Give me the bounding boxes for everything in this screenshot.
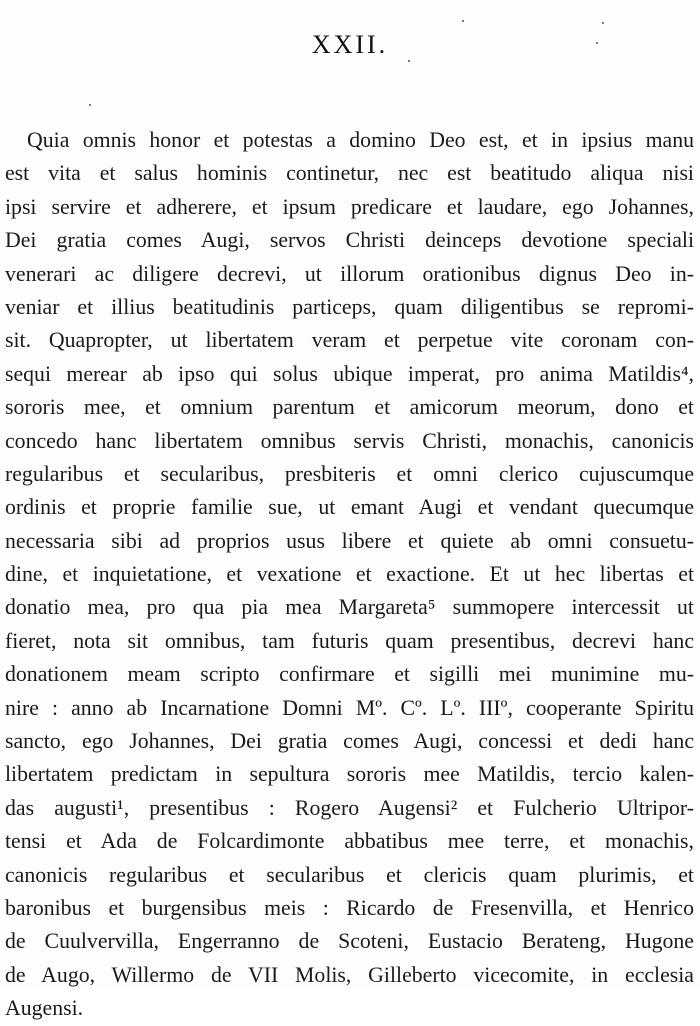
text-line: das augusti¹, presentibus : Rogero Augensi² et Fulcherio Ultripor-	[5, 795, 694, 820]
print-speck	[89, 104, 91, 106]
text-line: sancto, ego Johannes, Dei gratia comes Augi, concessi et dedi hanc	[5, 729, 694, 754]
charter-number-heading: XXII.	[311, 30, 389, 59]
text-line: nire : anno ab Incarnatione Domni Mº. Cº. Lº. IIIº, cooperante Spiritu	[5, 695, 694, 720]
text-line: de Augo, Willermo de VII Molis, Gilleberto vicecomite, in ecclesia	[5, 962, 694, 987]
print-speck	[408, 60, 410, 62]
text-line: venerari ac diligere decrevi, ut illorum orationibus dignus Deo in-	[5, 261, 694, 286]
text-line: ipsi servire et adherere, et ipsum predicare et laudare, ego Johannes,	[5, 194, 694, 219]
charter-body	[5, 124, 694, 1026]
text-line: necessaria sibi ad proprios usus libere et quiete ab omni consuetu-	[5, 528, 694, 553]
text-line: sororis mee, et omnium parentum et amicorum meorum, dono et	[5, 395, 694, 420]
text-line: Augensi.	[5, 996, 84, 1021]
text-line: donatio mea, pro qua pia mea Margareta⁵ summopere intercessit ut	[5, 595, 694, 620]
print-speck	[596, 42, 598, 44]
text-line: regularibus et secularibus, presbiteris et omni clerico cujuscumque	[5, 461, 694, 486]
text-line: baronibus et burgensibus meis : Ricardo de Fresenvilla, et Henrico	[5, 895, 694, 920]
text-line: est vita et salus hominis continetur, nec est beatitudo aliqua nisi	[5, 161, 694, 186]
print-speck	[462, 20, 464, 22]
text-line: canonicis regularibus et secularibus et clericis quam plurimis, et	[5, 862, 694, 887]
text-line: tensi et Ada de Folcardimonte abbatibus mee terre, et monachis,	[5, 829, 694, 854]
text-line: donationem meam scripto confirmare et sigilli mei munimine mu-	[5, 662, 694, 687]
text-line: libertatem predictam in sepultura sororis mee Matildis, tercio kalen-	[5, 762, 694, 787]
print-speck	[602, 22, 604, 24]
text-line: sit. Quapropter, ut libertatem veram et perpetue vite coronam con-	[5, 328, 694, 353]
text-line: concedo hanc libertatem omnibus servis Christi, monachis, canonicis	[5, 428, 694, 453]
text-line: Quia omnis honor et potestas a domino Deo est, et in ipsius manu	[27, 128, 694, 152]
text-line: dine, et inquietatione, et vexatione et exactione. Et ut hec libertas et	[5, 562, 694, 587]
text-line: de Cuulvervilla, Engerranno de Scoteni, Eustacio Berateng, Hugone	[5, 929, 694, 954]
text-line: fieret, nota sit omnibus, tam futuris quam presentibus, decrevi hanc	[5, 628, 694, 653]
text-line: ordinis et proprie familie sue, ut emant Augi et vendant quecumque	[5, 495, 694, 520]
text-line: Dei gratia comes Augi, servos Christi deinceps devotione speciali	[5, 228, 694, 253]
text-line: sequi merear ab ipso qui solus ubique imperat, pro anima Matildis⁴,	[5, 361, 694, 386]
text-line: veniar et illius beatitudinis particeps, quam diligentibus se repromi-	[5, 294, 694, 319]
